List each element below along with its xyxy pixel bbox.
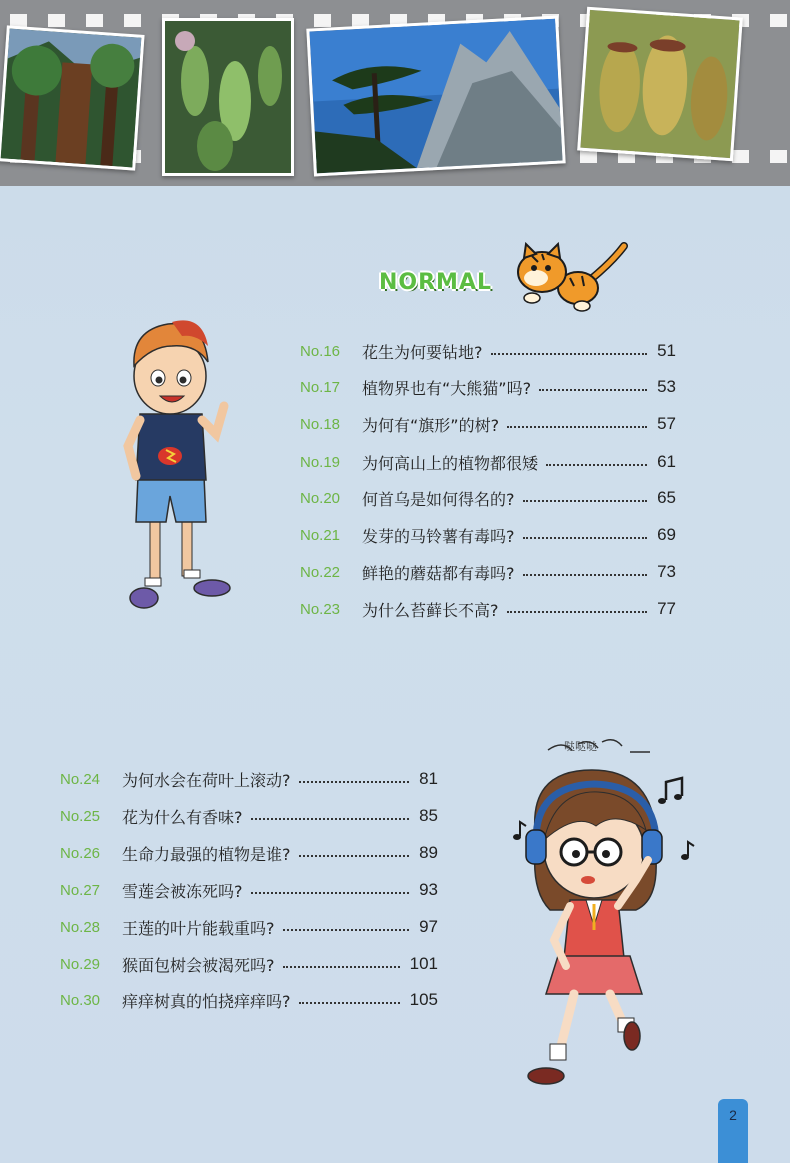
toc-page-number: 89 xyxy=(419,843,438,862)
toc-number: No.22 xyxy=(300,563,341,581)
toc-row[interactable] xyxy=(300,339,676,363)
toc-leader-dots xyxy=(507,611,648,613)
cat-mascot xyxy=(512,242,632,314)
toc-page-number: 101 xyxy=(409,954,438,973)
photo-mountain-pine xyxy=(306,16,565,177)
toc-row[interactable] xyxy=(60,767,438,791)
toc-leader-dots xyxy=(523,537,648,539)
toc-number: No.23 xyxy=(300,600,341,618)
toc-leader-dots xyxy=(283,966,400,968)
toc-leader-dots xyxy=(251,818,410,820)
toc-number: No.29 xyxy=(60,955,101,973)
toc-leader-dots xyxy=(491,353,648,355)
toc-page-number: 81 xyxy=(419,769,438,788)
toc-row[interactable] xyxy=(300,450,676,474)
toc-number: No.25 xyxy=(60,807,101,825)
toc-leader-dots xyxy=(251,892,410,894)
photo-nepenthes xyxy=(577,7,743,162)
toc-title: 为何水会在荷叶上滚动? xyxy=(122,770,291,790)
music-note-icon xyxy=(513,822,526,840)
toc-page-number: 69 xyxy=(657,525,676,544)
sound-text: 哒哒哒 xyxy=(564,740,597,753)
toc-row[interactable] xyxy=(300,523,676,547)
toc-number: No.20 xyxy=(300,489,341,507)
toc-row[interactable] xyxy=(300,412,676,436)
toc-number: No.28 xyxy=(60,918,101,936)
toc-page-number: 77 xyxy=(657,599,676,618)
toc-number: No.30 xyxy=(60,991,101,1009)
toc-row[interactable] xyxy=(300,486,676,510)
toc-row[interactable] xyxy=(60,878,438,902)
boy-character xyxy=(112,316,240,616)
toc-page-number: 61 xyxy=(657,452,676,471)
toc-page-number: 85 xyxy=(419,806,438,825)
toc-leader-dots xyxy=(523,574,648,576)
film-strip-header xyxy=(0,0,790,186)
toc-page-number: 57 xyxy=(657,414,676,433)
toc-number: No.24 xyxy=(60,770,101,788)
toc-row[interactable] xyxy=(60,988,438,1012)
toc-page-number: 93 xyxy=(419,880,438,899)
photo-redwood-forest xyxy=(0,25,145,170)
music-note-icon xyxy=(681,842,694,860)
toc-number: No.21 xyxy=(300,526,341,544)
page-number-tab xyxy=(718,1099,748,1163)
toc-leader-dots xyxy=(283,929,410,931)
toc-page-number: 97 xyxy=(419,917,438,936)
toc-number: No.19 xyxy=(300,453,341,471)
toc-title: 鲜艳的蘑菇都有毒吗? xyxy=(362,563,515,583)
toc-title: 猴面包树会被渴死吗? xyxy=(122,955,275,975)
toc-title: 为什么苔藓长不高? xyxy=(362,600,499,620)
toc-number: No.26 xyxy=(60,844,101,862)
toc-page-number: 53 xyxy=(657,377,676,396)
toc-row[interactable] xyxy=(60,804,438,828)
toc-leader-dots xyxy=(507,426,647,428)
toc-leader-dots xyxy=(539,389,647,391)
toc-title: 生命力最强的植物是谁? xyxy=(122,844,291,864)
toc-leader-dots xyxy=(299,1002,400,1004)
toc-title: 花生为何要钻地? xyxy=(362,342,483,362)
toc-title: 为何高山上的植物都很矮 xyxy=(362,453,539,473)
toc-number: No.18 xyxy=(300,415,341,433)
toc-title: 发芽的马铃薯有毒吗? xyxy=(362,526,515,546)
toc-title: 何首乌是如何得名的? xyxy=(362,489,515,509)
girl-with-headphones xyxy=(506,730,702,1092)
toc-row[interactable] xyxy=(60,915,438,939)
toc-title: 花为什么有香味? xyxy=(122,807,243,827)
toc-number: No.17 xyxy=(300,378,341,396)
photo-pitcher-plants xyxy=(162,18,294,176)
page-number: 2 xyxy=(729,1107,737,1123)
toc-row[interactable] xyxy=(60,841,438,865)
toc-row[interactable] xyxy=(60,952,438,976)
toc-title: 王莲的叶片能载重吗? xyxy=(122,918,275,938)
section-title: NORMAL xyxy=(379,270,492,295)
toc-page-number: 105 xyxy=(409,990,438,1009)
toc-title: 植物界也有“大熊猫”吗? xyxy=(362,378,532,398)
toc-leader-dots xyxy=(299,855,410,857)
toc-page-number: 51 xyxy=(657,341,676,360)
toc-number: No.16 xyxy=(300,342,341,360)
toc-title: 为何有“旗形”的树? xyxy=(362,415,500,435)
toc-leader-dots xyxy=(523,500,648,502)
toc-row[interactable] xyxy=(300,597,676,621)
toc-title: 雪莲会被冻死吗? xyxy=(122,881,243,901)
toc-page-number: 73 xyxy=(657,562,676,581)
toc-leader-dots xyxy=(299,781,410,783)
toc-title: 痒痒树真的怕挠痒痒吗? xyxy=(122,991,291,1011)
toc-number: No.27 xyxy=(60,881,101,899)
toc-row[interactable] xyxy=(300,560,676,584)
toc-row[interactable] xyxy=(300,375,676,399)
toc-leader-dots xyxy=(546,464,647,466)
toc-page-number: 65 xyxy=(657,488,676,507)
music-note-icon xyxy=(658,778,682,804)
